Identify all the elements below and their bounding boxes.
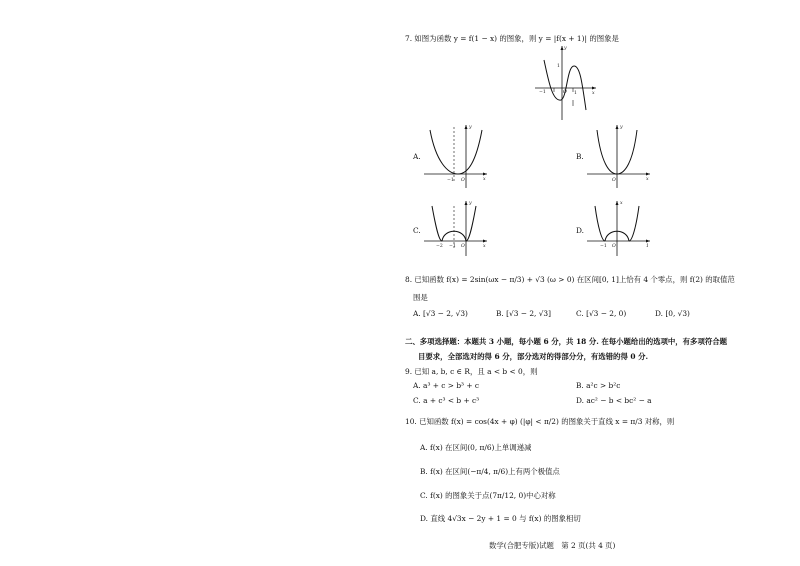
a-x: x bbox=[483, 177, 486, 182]
section2-line1: 二、多项选择题：本题共 3 小题，每小题 6 分，共 18 分. 在每小题给出的选项中，有多项符合题 bbox=[405, 337, 728, 346]
q10-option-d: D. 直线 4√3x − 2y + 1 = 0 与 f(x) 的图象相切 bbox=[420, 514, 581, 523]
q7-option-d-graph bbox=[585, 198, 655, 258]
q7-option-c-label: C. bbox=[413, 226, 421, 235]
q10-option-a: A. f(x) 在区间(0, π/6)上单调递减 bbox=[420, 443, 532, 452]
q9-option-c: C. a + c³ < b + c³ bbox=[413, 396, 480, 405]
q9-option-d: D. ac² − b < bc² − a bbox=[576, 396, 652, 405]
b-y: y bbox=[620, 125, 623, 130]
q8-option-b: B. [√3 − 2, √3] bbox=[496, 309, 552, 318]
q10-stem: 10. 已知函数 f(x) = cos(4x + φ) (|φ| < π/2) 的图象关于直线 x = π/3 对称，则 bbox=[405, 417, 675, 426]
q10-option-b: B. f(x) 在区间(−π/4, π/6)上有两个极值点 bbox=[420, 467, 560, 476]
d-o: O bbox=[612, 244, 616, 249]
q8-stem: 8. 已知函数 f(x) = 2sin(ωx − π/3) + √3 (ω > 0) 在区间[0, 1]上恰有 4 个零点，则 f(2) 的取值范 bbox=[405, 275, 735, 284]
a-o: O bbox=[461, 178, 465, 183]
q8-stem-2: 围是 bbox=[413, 293, 428, 302]
d-x: 1 bbox=[646, 244, 649, 249]
c-x: x bbox=[483, 244, 486, 249]
d-neg1: −1 bbox=[600, 244, 607, 249]
q7-option-d-label: D. bbox=[576, 226, 585, 235]
a-neg1: −1 bbox=[447, 178, 454, 183]
main-x-label: x bbox=[592, 91, 595, 96]
main-y-label: y bbox=[564, 46, 567, 51]
q9-stem: 9. 已知 a, b, c ∈ R，且 a < b < 0，则 bbox=[405, 367, 538, 376]
main-neg1-label: −1 bbox=[539, 90, 546, 95]
main-1x-label: 1 bbox=[574, 91, 577, 96]
c-o: O bbox=[461, 244, 465, 249]
page-footer: 数学(合肥专版)试题 第 2 页(共 4 页) bbox=[489, 541, 616, 550]
q10-option-c: C. f(x) 的图象关于点(7π/12, 0)中心对称 bbox=[420, 491, 556, 500]
d-y: x bbox=[620, 201, 623, 206]
q7-option-b-label: B. bbox=[576, 152, 584, 161]
q7-option-c-graph bbox=[422, 198, 492, 258]
main-1-label: 1 bbox=[557, 64, 560, 69]
q9-option-a: A. a³ + c > b³ + c bbox=[413, 381, 480, 390]
q7-main-graph bbox=[530, 42, 600, 122]
c-y: y bbox=[469, 201, 472, 206]
q7-stem: 7. 如图为函数 y = f(1 − x) 的图象，则 y = |f(x + 1)| 的图象是 bbox=[405, 34, 619, 43]
b-o: O bbox=[612, 178, 616, 183]
b-x: x bbox=[646, 177, 649, 182]
q8-option-d: D. [0, √3) bbox=[655, 309, 690, 318]
q9-option-b: B. a²c > b²c bbox=[576, 381, 621, 390]
q8-option-a: A. [√3 − 2, √3) bbox=[413, 309, 468, 318]
a-y: y bbox=[469, 125, 472, 130]
c-neg1: −1 bbox=[449, 244, 456, 249]
q7-option-a-graph bbox=[422, 122, 492, 192]
section2-line2: 目要求，全部选对的得 6 分，部分选对的得部分分，有选错的得 0 分. bbox=[418, 352, 649, 361]
main-o-label: O bbox=[563, 90, 567, 95]
q7-option-a-label: A. bbox=[413, 152, 421, 161]
c-neg2: −2 bbox=[436, 244, 443, 249]
q7-option-b-graph bbox=[585, 122, 655, 192]
q8-option-c: C. [√3 − 2, 0) bbox=[576, 309, 627, 318]
